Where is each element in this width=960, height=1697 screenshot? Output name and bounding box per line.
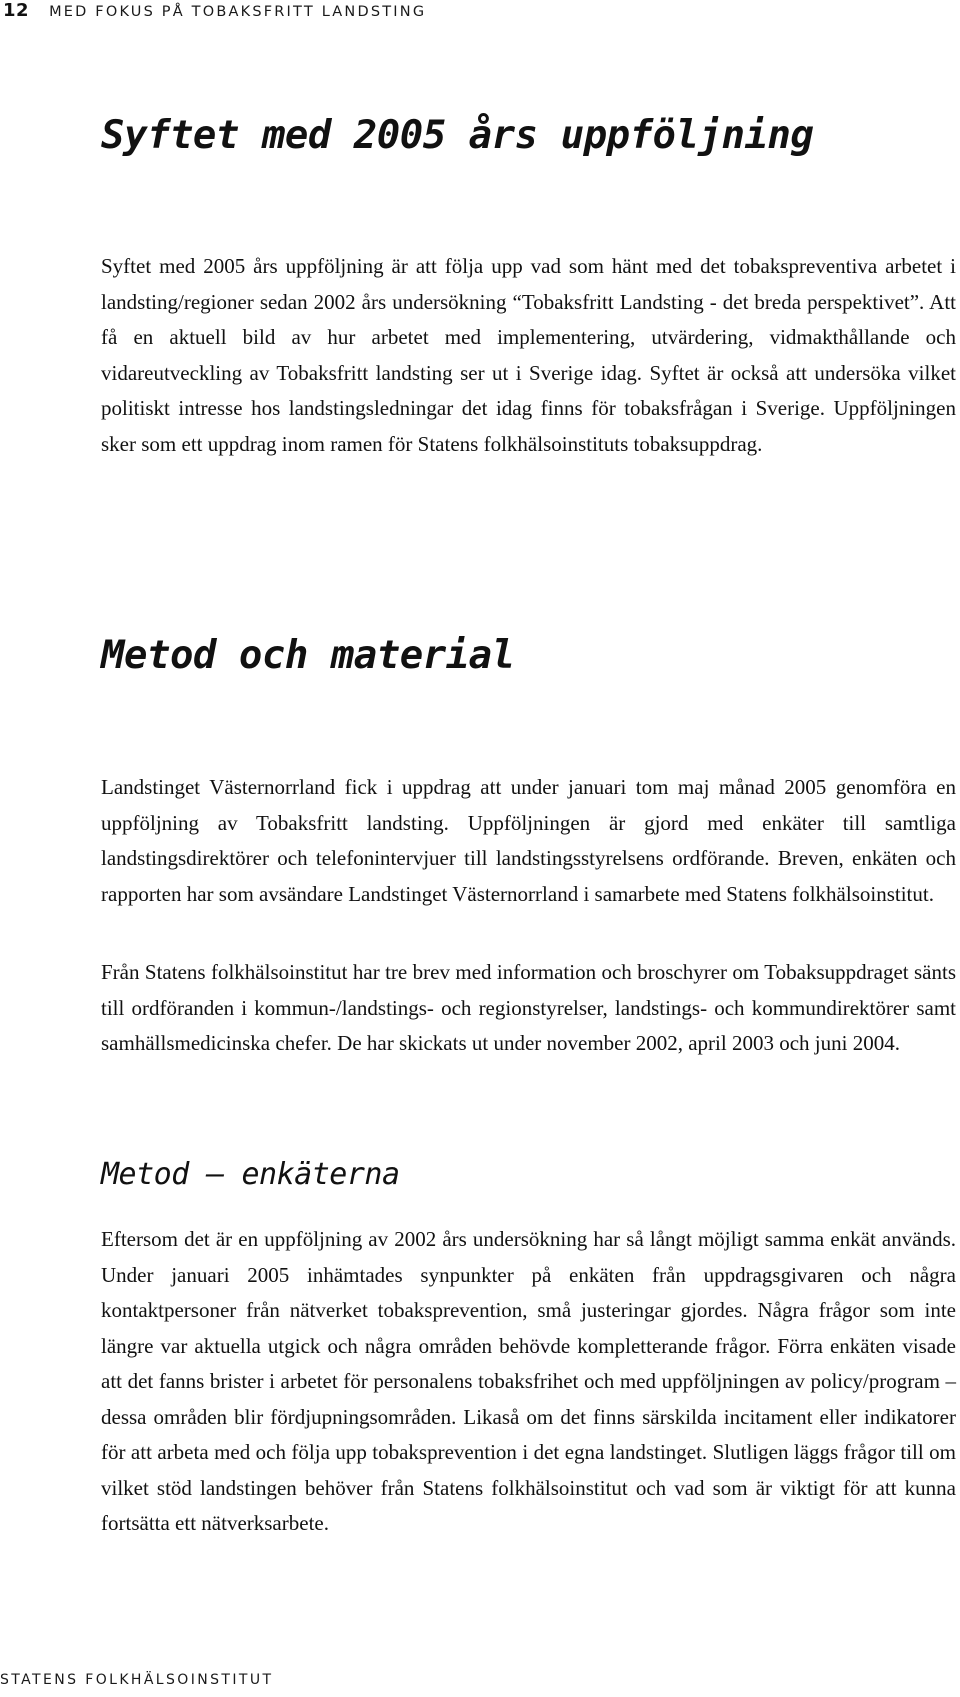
section-paragraph: Landstinget Västernorrland fick i uppdrag att under januari tom maj månad 2005 genomföra en uppföljning av Tobaksfritt landsting. Uppföljningen är gjord med enkäter till samtliga landstingsdirektörer och telefonintervjuer till landstingsstyrelsens ordförande. Breven, enkäten och rapporten har som avsändare Landstinget Västernorrland i samarbete med Statens folkhälsoinstitut. [101, 775, 956, 906]
running-header [0, 0, 426, 30]
page-number: 12 [3, 0, 30, 21]
running-title: MED FOKUS PÅ TOBAKSFRITT LANDSTING [49, 4, 427, 20]
section-heading-syftet: Syftet med 2005 års uppföljning [101, 113, 814, 158]
subsection-heading-enkaterna: Metod – enkäterna [101, 1157, 400, 1192]
section-paragraph: Eftersom det är en uppföljning av 2002 års undersökning har så långt möjligt samma enkät används. Under januari 2005 inhämtades synpunkter på enkäten från uppdragsgivaren och några kontaktpersoner från nätverket tobaksprevention, små justeringar gjordes. Några frågor som inte längre var aktuella utgick och några områden behövde kompletterande frågor. Förra enkäten visade att det fanns brister i arbetet för personalens tobaksfrihet och med uppföljningen av policy/program – dessa områden blir fördjupningsområden. Likaså om det finns särskilda incitament eller indikatorer för att arbeta med och följa upp tobaksprevention i det egna landstinget. Slutligen läggs frågor till om vilket stöd landstingen behöver från Statens folkhälsoinstitut och vad som är viktigt för att kunna fortsätta ett nätverksarbete. [101, 1227, 956, 1535]
section-heading-metod-och-material: Metod och material [101, 633, 515, 678]
footer-publisher: STATENS FOLKHÄLSOINSTITUT [0, 1672, 274, 1688]
section-paragraph: Från Statens folkhälsoinstitut har tre brev med information och broschyrer om Tobaksuppdraget sänts till ordföranden i kommun-/landstings- och regionstyrelser, landstings- och kommundirektörer samt samhällsmedicinska chefer. De har skickats ut under november 2002, april 2003 och juni 2004. [101, 960, 956, 1055]
section-paragraph: Syftet med 2005 års uppföljning är att följa upp vad som hänt med det tobakspreventiva arbetet i landsting/regioner sedan 2002 års undersökning “Tobaksfritt Landsting - det breda perspektivet”. Att få en aktuell bild av hur arbetet med implementering, utvärdering, vidmakthållande och vidareutveckling av Tobaksfritt landsting ser ut i Sverige idag. Syftet är också att undersöka vilket politiskt intresse hos landstingsledningar det idag finns för tobaksfrågan i Sverige. Uppföljningen sker som ett uppdrag inom ramen för Statens folkhälsoinstituts tobaksuppdrag. [101, 254, 956, 456]
